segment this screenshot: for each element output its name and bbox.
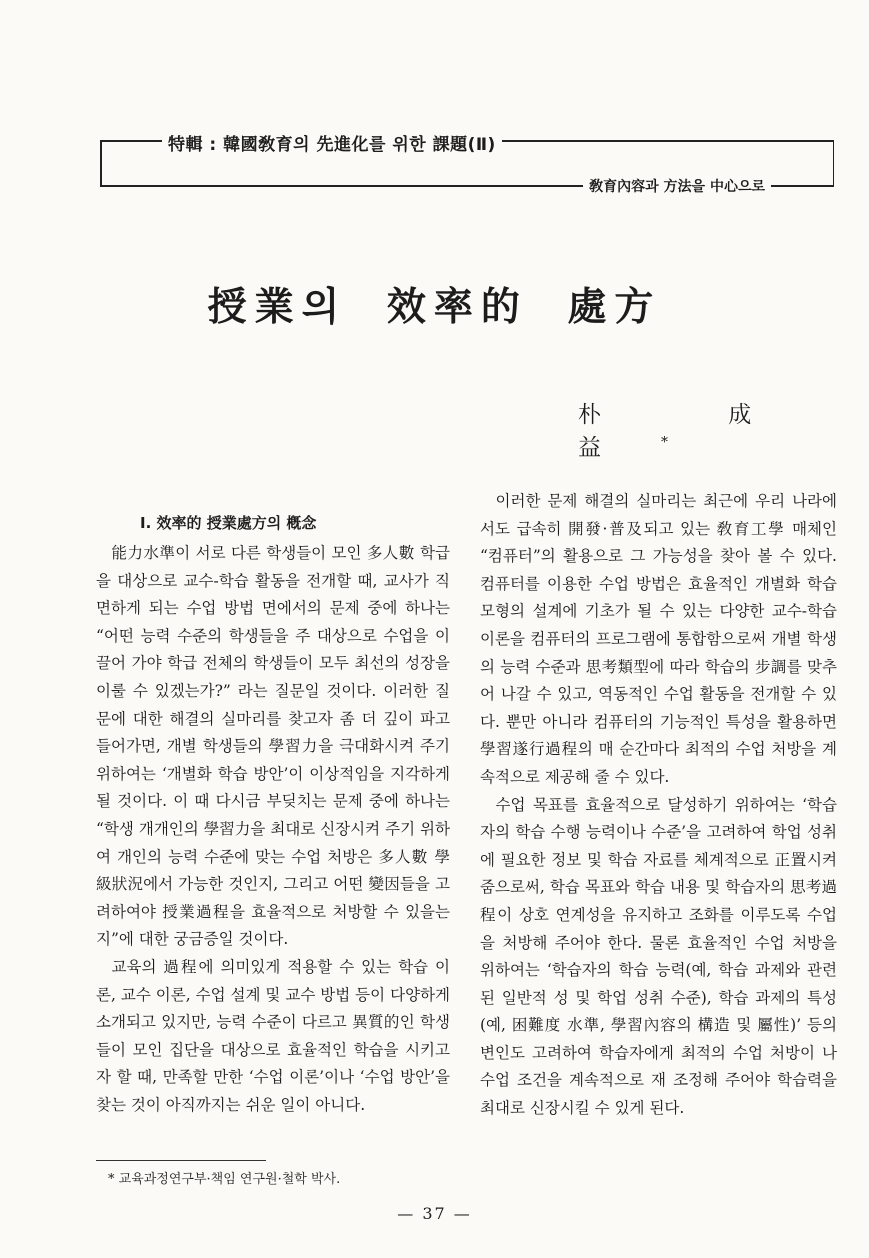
body-paragraph: 수업 목표를 효율적으로 달성하기 위하여는 ‘학습자의 학습 수행 능력이나 수준’을 고려하여 학업 성취에 필요한 정보 및 학습 자료를 체계적으로 正置시켜 줌으로써, 학습 목표와 학습 내용 및 학습자의 思考過程이 상호 연계성을 유지하고 조화를 이루도록 수업을 처방해 주어야 한다. 물론 효율적인 수업 처방을 위하여는 ‘학습자의 학습 능력(예, 학습 과제와 관련된 일반적 성 및 학업 성취 수준), 학습 과제의 특성(예, 困難度 水準, 學習內容의 構造 및 屬性)’ 등의 변인도 고려하여 학습자에게 최적의 수업 처방이 나 수업 조건을 계속적으로 재 조정해 주어야 학습력을 최대로 신장시킬 수 있게 된다. <box>480 795 837 1118</box>
footnote: * 교육과정연구부·책임 연구원·철학 박사. <box>108 1172 341 1187</box>
right-column <box>480 488 837 1123</box>
page-number: — 37 — <box>397 1204 472 1223</box>
banner-right-bar <box>833 140 835 186</box>
series-subtitle: 敎育內容과 方法을 中心으로 <box>583 176 771 196</box>
section-heading: Ⅰ. 效率的 授業處方의 槪念 <box>140 514 317 532</box>
author-footnote-mark: * <box>661 434 668 451</box>
footnote-rule <box>96 1160 266 1161</box>
body-paragraph: 교육의 過程에 의미있게 적용할 수 있는 학습 이론, 교수 이론, 수업 설계 및 교수 방법 등이 다양하게 소개되고 있지만, 능력 수준이 다르고 異質的인 학생들이 모인 집단을 대상으로 효율적인 학습을 시키고자 할 때, 만족할 만한 ‘수업 이론’이나 ‘수업 방안’을 찾는 것이 아직까지는 쉬운 일이 아니다. <box>96 957 450 1114</box>
body-paragraph: 能力水準이 서로 다른 학생들이 모인 多人數 학급을 대상으로 교수-학습 활동을 전개할 때, 교사가 직면하게 되는 수업 방법 면에서의 문제 중에 하나는 “어떤 능력 수준의 학생들을 주 대상으로 수업을 이끌어 가야 학급 전체의 학생들이 모두 최선의 성장을 이룰 수 있겠는가?” 라는 질문일 것이다. 이러한 질문에 대한 해결의 실마리를 찾고자 좀 더 깊이 파고 들어가면, 개별 학생들의 學習力을 극대화시켜 주기 위하여는 ‘개별화 학습 방안’이 이상적임을 지각하게 될 것이다. 이 때 다시금 부딪치는 문제 중에 하나는 “학생 개개인의 學習力을 최대로 신장시켜 주기 위하여 개인의 능력 수준에 맞는 수업 처방은 多人數 學級狀況에서 가능한 것인지, 그리고 어떤 變因들을 고려하여야 授業過程을 효율적으로 처방할 수 있을는지”에 대한 궁금증일 것이다. <box>96 544 450 949</box>
banner-left-bar <box>100 140 102 186</box>
author-name: 朴 成 益 <box>578 402 812 461</box>
article-title: 授業의 效率的 處方 <box>207 284 662 330</box>
left-column <box>96 540 450 1119</box>
series-title: 特輯 : 韓國敎育의 先進化를 위한 課題(Ⅱ) <box>162 130 502 155</box>
article-author <box>578 396 869 462</box>
body-paragraph: 이러한 문제 해결의 실마리는 최근에 우리 나라에서도 급속히 開發·普及되고 있는 敎育工學 매체인 “컴퓨터”의 활용으로 그 가능성을 찾아 볼 수 있다. 컴퓨터를 이용한 수업 방법은 효율적인 개별화 학습 모형의 설계에 기초가 될 수 있는 다양한 교수-학습 이론을 컴퓨터의 프로그램에 통합함으로써 개별 학생의 능력 수준과 思考類型에 따라 학습의 步調를 맞추어 나갈 수 있고, 역동적인 수업 활동을 전개할 수 있다. 뿐만 아니라 컴퓨터의 기능적인 특성을 활용하면 學習遂行過程의 매 순간마다 최적의 수업 처방을 계속적으로 제공해 줄 수 있다. <box>480 492 837 786</box>
